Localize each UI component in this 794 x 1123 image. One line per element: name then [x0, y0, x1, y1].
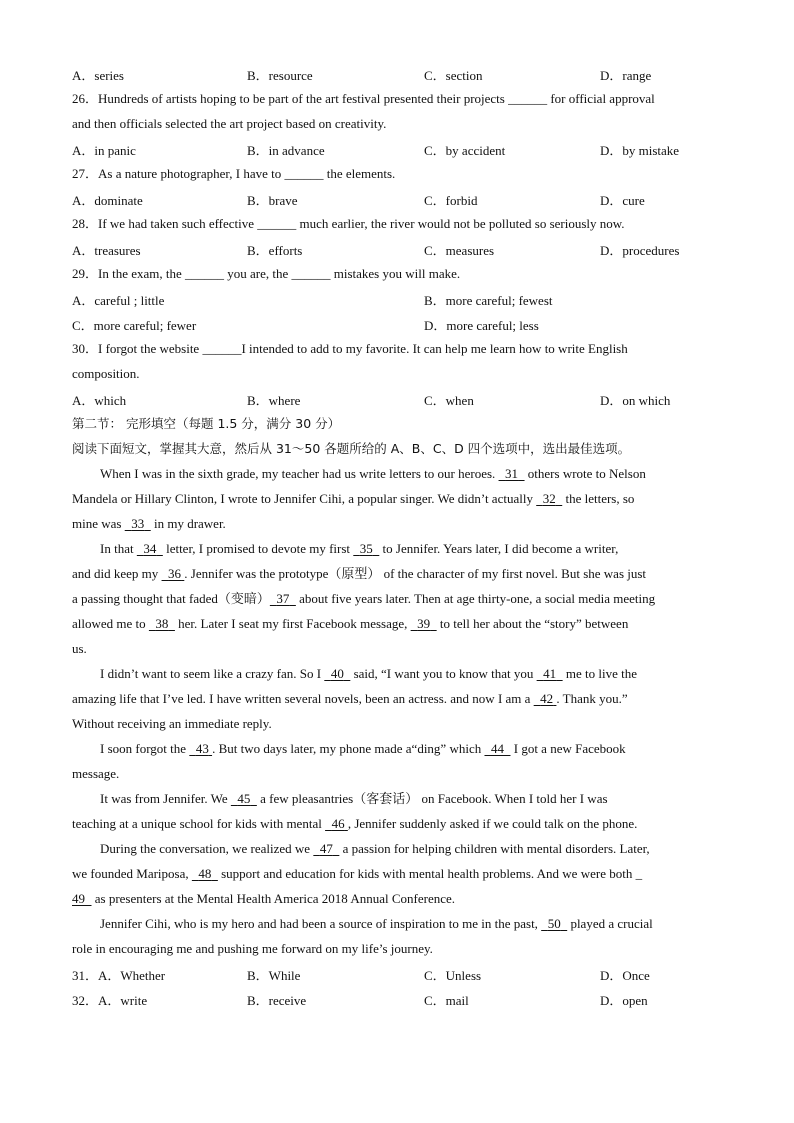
passage-line: role in encouraging me and pushing me forward on my life’s journey.: [72, 941, 433, 956]
q27-option-c[interactable]: C．forbid: [424, 193, 478, 208]
blank-31[interactable]: 31: [505, 466, 519, 481]
q32-option-a[interactable]: 32．A．write: [72, 993, 148, 1008]
blank-46[interactable]: 46: [331, 816, 345, 831]
q28-option-b[interactable]: B．efforts: [247, 243, 303, 258]
passage-line: When I was in the sixth grade, my teacher had us write letters to our heroes. 31 others wrote to Nelson: [100, 466, 646, 481]
blank-44[interactable]: 44: [490, 741, 504, 756]
q26-stem-line1: 26．Hundreds of artists hoping to be part of the art festival presented their projects ______ for official approval: [72, 91, 655, 106]
q29-stem: 29．In the exam, the ______ you are, the ______ mistakes you will make.: [72, 266, 461, 281]
passage-line: During the conversation, we realized we 47 a passion for helping children with mental disorders. Later,: [100, 841, 650, 856]
section2-instruction: 阅读下面短文，掌握其大意，然后从 31～50 各题所给的 A、B、C、D 四个选项中，选出最佳选项。: [72, 441, 631, 456]
q30-option-b[interactable]: B．where: [247, 393, 301, 408]
passage-line: we founded Mariposa, 48 support and education for kids with mental health problems. And we were both _: [72, 866, 643, 881]
blank-37[interactable]: 37: [276, 591, 290, 606]
passage-line: teaching at a unique school for kids with mental 46 , Jennifer suddenly asked if we could talk on the phone.: [72, 816, 638, 831]
passage-line: Jennifer Cihi, who is my hero and had been a source of inspiration to me in the past, 50 played a crucial: [100, 916, 653, 931]
q31-option-b[interactable]: B．While: [247, 968, 301, 983]
blank-32[interactable]: 32: [542, 491, 556, 506]
q30-option-c[interactable]: C．when: [424, 393, 474, 408]
blank-34[interactable]: 34: [143, 541, 157, 556]
q31-option-a[interactable]: 31．A．Whether: [72, 968, 166, 983]
blank-49[interactable]: 49: [72, 891, 85, 906]
passage-line: It was from Jennifer. We 45 a few pleasantries（客套话） on Facebook. When I told her I was: [100, 791, 608, 806]
passage-line: a passing thought that faded（变暗） 37 about five years later. Then at age thirty-one, a social media meeting: [72, 591, 656, 606]
q30-stem-line2: composition.: [72, 366, 140, 381]
q27-option-b[interactable]: B．brave: [247, 193, 298, 208]
q27-stem: 27．As a nature photographer, I have to ______ the elements.: [72, 166, 396, 181]
passage-line: allowed me to 38 her. Later I seat my first Facebook message, 39 to tell her about the “story” between: [72, 616, 629, 631]
q32-option-d[interactable]: D．open: [600, 993, 648, 1008]
q32-option-c[interactable]: C．mail: [424, 993, 469, 1008]
q31-option-c[interactable]: C．Unless: [424, 968, 482, 983]
q29-option-c[interactable]: C．more careful; fewer: [72, 318, 197, 333]
blank-50[interactable]: 50: [547, 916, 561, 931]
q25-option-a[interactable]: A．series: [72, 68, 124, 83]
q25-option-c[interactable]: C．section: [424, 68, 483, 83]
passage-line: us.: [72, 641, 87, 656]
q29-option-d[interactable]: D．more careful; less: [424, 318, 539, 333]
blank-47[interactable]: 47: [319, 841, 333, 856]
passage-line: message.: [72, 766, 120, 781]
q31-option-d[interactable]: D．Once: [600, 968, 650, 983]
q26-stem-line2: and then officials selected the art project based on creativity.: [72, 116, 387, 131]
passage-line: I didn’t want to seem like a crazy fan. So I 40 said, “I want you to know that you 41 me to live the: [100, 666, 637, 681]
passage-line: Mandela or Hillary Clinton, I wrote to Jennifer Cihi, a popular singer. We didn’t actually 32 the letters, so: [72, 491, 635, 506]
passage-line: mine was 33 in my drawer.: [72, 516, 226, 531]
blank-33[interactable]: 33: [131, 516, 145, 531]
q30-option-a[interactable]: A．which: [72, 393, 127, 408]
q27-option-a[interactable]: A．dominate: [72, 193, 143, 208]
blank-48[interactable]: 48: [198, 866, 212, 881]
passage-line: and did keep my 36 . Jennifer was the prototype（原型） of the character of my first novel. But she was just: [72, 566, 647, 581]
blank-42[interactable]: 42: [540, 691, 554, 706]
q27-option-d[interactable]: D．cure: [600, 193, 645, 208]
blank-43[interactable]: 43: [195, 741, 209, 756]
blank-39[interactable]: 39: [417, 616, 431, 631]
q26-option-d[interactable]: D．by mistake: [600, 143, 680, 158]
blank-36[interactable]: 36: [168, 566, 182, 581]
passage-line: In that 34 letter, I promised to devote my first 35 to Jennifer. Years later, I did become a writer,: [100, 541, 619, 556]
q30-stem-line1: 30．I forgot the website ______I intended to add to my favorite. It can help me learn how to write English: [72, 341, 628, 356]
q26-option-b[interactable]: B．in advance: [247, 143, 325, 158]
blank-41[interactable]: 41: [543, 666, 557, 681]
q28-option-a[interactable]: A．treasures: [72, 243, 141, 258]
passage-line: amazing life that I’ve led. I have written several novels, been an actress. and now I am a 42 . Thank you.”: [72, 691, 628, 706]
q30-option-d[interactable]: D．on which: [600, 393, 671, 408]
blank-40[interactable]: 40: [330, 666, 344, 681]
q28-stem: 28．If we had taken such effective ______ much earlier, the river would not be polluted so seriously now.: [72, 216, 625, 231]
q26-option-c[interactable]: C．by accident: [424, 143, 506, 158]
blank-38[interactable]: 38: [155, 616, 169, 631]
q25-option-b[interactable]: B．resource: [247, 68, 313, 83]
section2-title: 第二节： 完形填空（每题 1.5 分，满分 30 分）: [72, 416, 341, 431]
q32-option-b[interactable]: B．receive: [247, 993, 307, 1008]
q28-option-c[interactable]: C．measures: [424, 243, 495, 258]
passage-line: Without receiving an immediate reply.: [72, 716, 272, 731]
passage-line: 49 as presenters at the Mental Health America 2018 Annual Conference.: [72, 891, 456, 906]
passage-line: I soon forgot the 43 . But two days later, my phone made a“ding” which 44 I got a new Facebook: [100, 741, 626, 756]
q28-option-d[interactable]: D．procedures: [600, 243, 680, 258]
q29-option-a[interactable]: A．careful ; little: [72, 293, 165, 308]
q29-option-b[interactable]: B．more careful; fewest: [424, 293, 553, 308]
blank-45[interactable]: 45: [237, 791, 251, 806]
q25-option-d[interactable]: D．range: [600, 68, 652, 83]
q26-option-a[interactable]: A．in panic: [72, 143, 136, 158]
blank-35[interactable]: 35: [359, 541, 373, 556]
